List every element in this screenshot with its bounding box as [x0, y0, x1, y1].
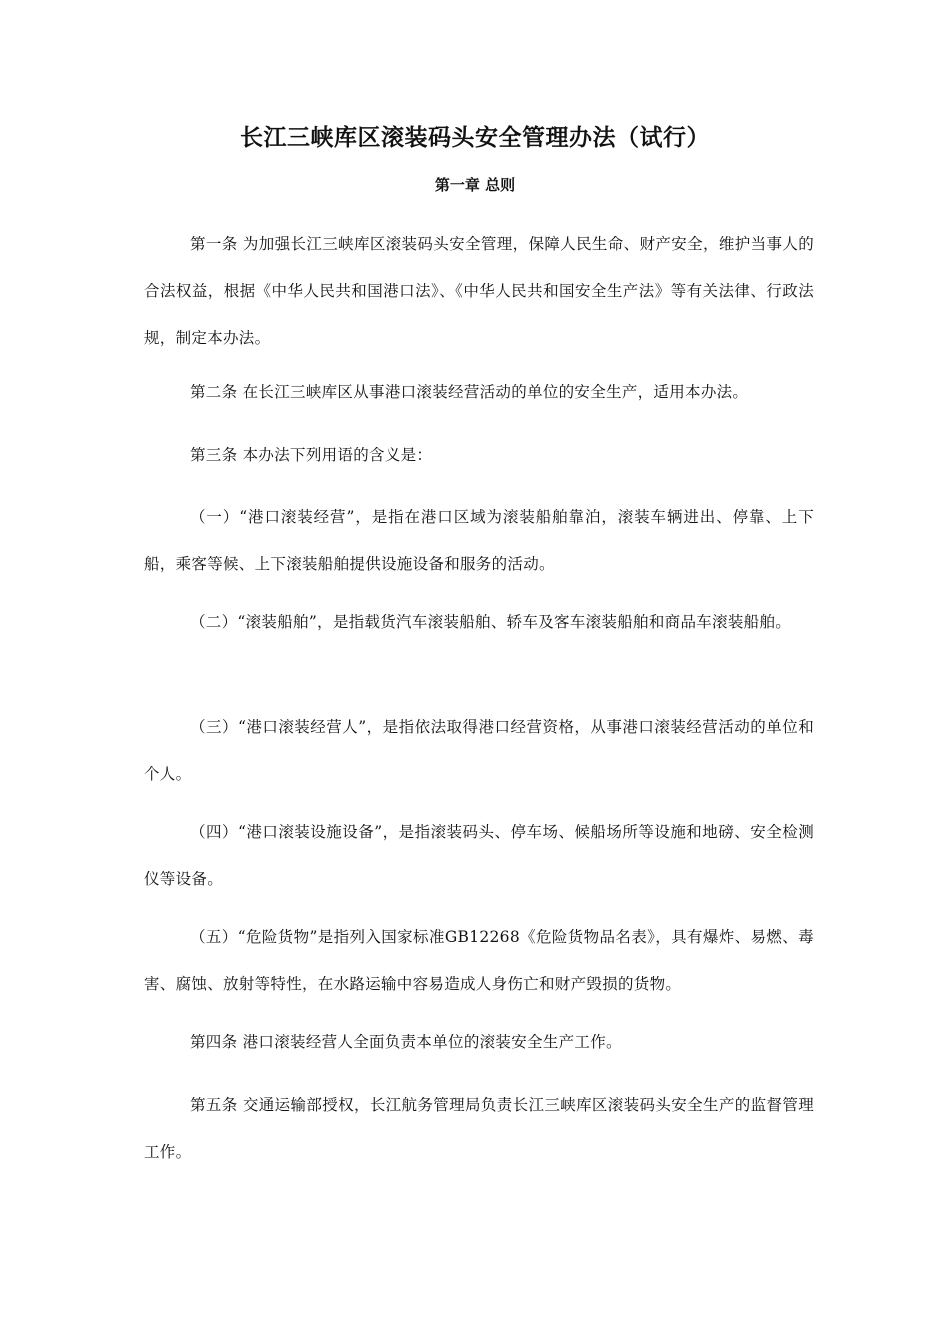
- document-title: 长江三峡库区滚装码头安全管理办法（试行）: [240, 125, 710, 151]
- article-1: 第一条 为加强长江三峡库区滚装码头安全管理，保障人民生命、财产安全，维护当事人的合法权益，根据《中华人民共和国港口法》、《中华人民共和国安全生产法》等有关法律、行政法规，制定本办法。: [144, 235, 814, 347]
- definition-5: （五）“危险货物”是指列入国家标准GB12268《危险货物品名表》，具有爆炸、易燃、毒害、腐蚀、放射等特性，在水路运输中容易造成人身伤亡和财产毁损的货物。: [144, 928, 814, 993]
- definition-2: （二）“滚装船舶”，是指载货汽车滚装船舶、轿车及客车滚装船舶和商品车滚装船舶。: [190, 613, 792, 631]
- definition-1: （一）“港口滚装经营”，是指在港口区域为滚装船舶靠泊，滚装车辆进出、停靠、上下船，乘客等候、上下滚装船舶提供设施设备和服务的活动。: [144, 508, 814, 573]
- chapter-heading: 第一章 总则: [434, 176, 516, 194]
- article-4: 第四条 港口滚装经营人全面负责本单位的滚装安全生产工作。: [190, 1033, 622, 1051]
- article-3: 第三条 本办法下列用语的含义是：: [190, 446, 433, 464]
- definition-4: （四）“港口滚装设施设备”，是指滚装码头、停车场、候船场所等设施和地磅、安全检测仪等设备。: [144, 823, 814, 888]
- article-5: 第五条 交通运输部授权，长江航务管理局负责长江三峡库区滚装码头安全生产的监督管理工作。: [144, 1096, 814, 1161]
- article-2: 第二条 在长江三峡库区从事港口滚装经营活动的单位的安全生产，适用本办法。: [190, 383, 749, 401]
- definition-3: （三）“港口滚装经营人”，是指依法取得港口经营资格，从事港口滚装经营活动的单位和个人。: [144, 718, 814, 783]
